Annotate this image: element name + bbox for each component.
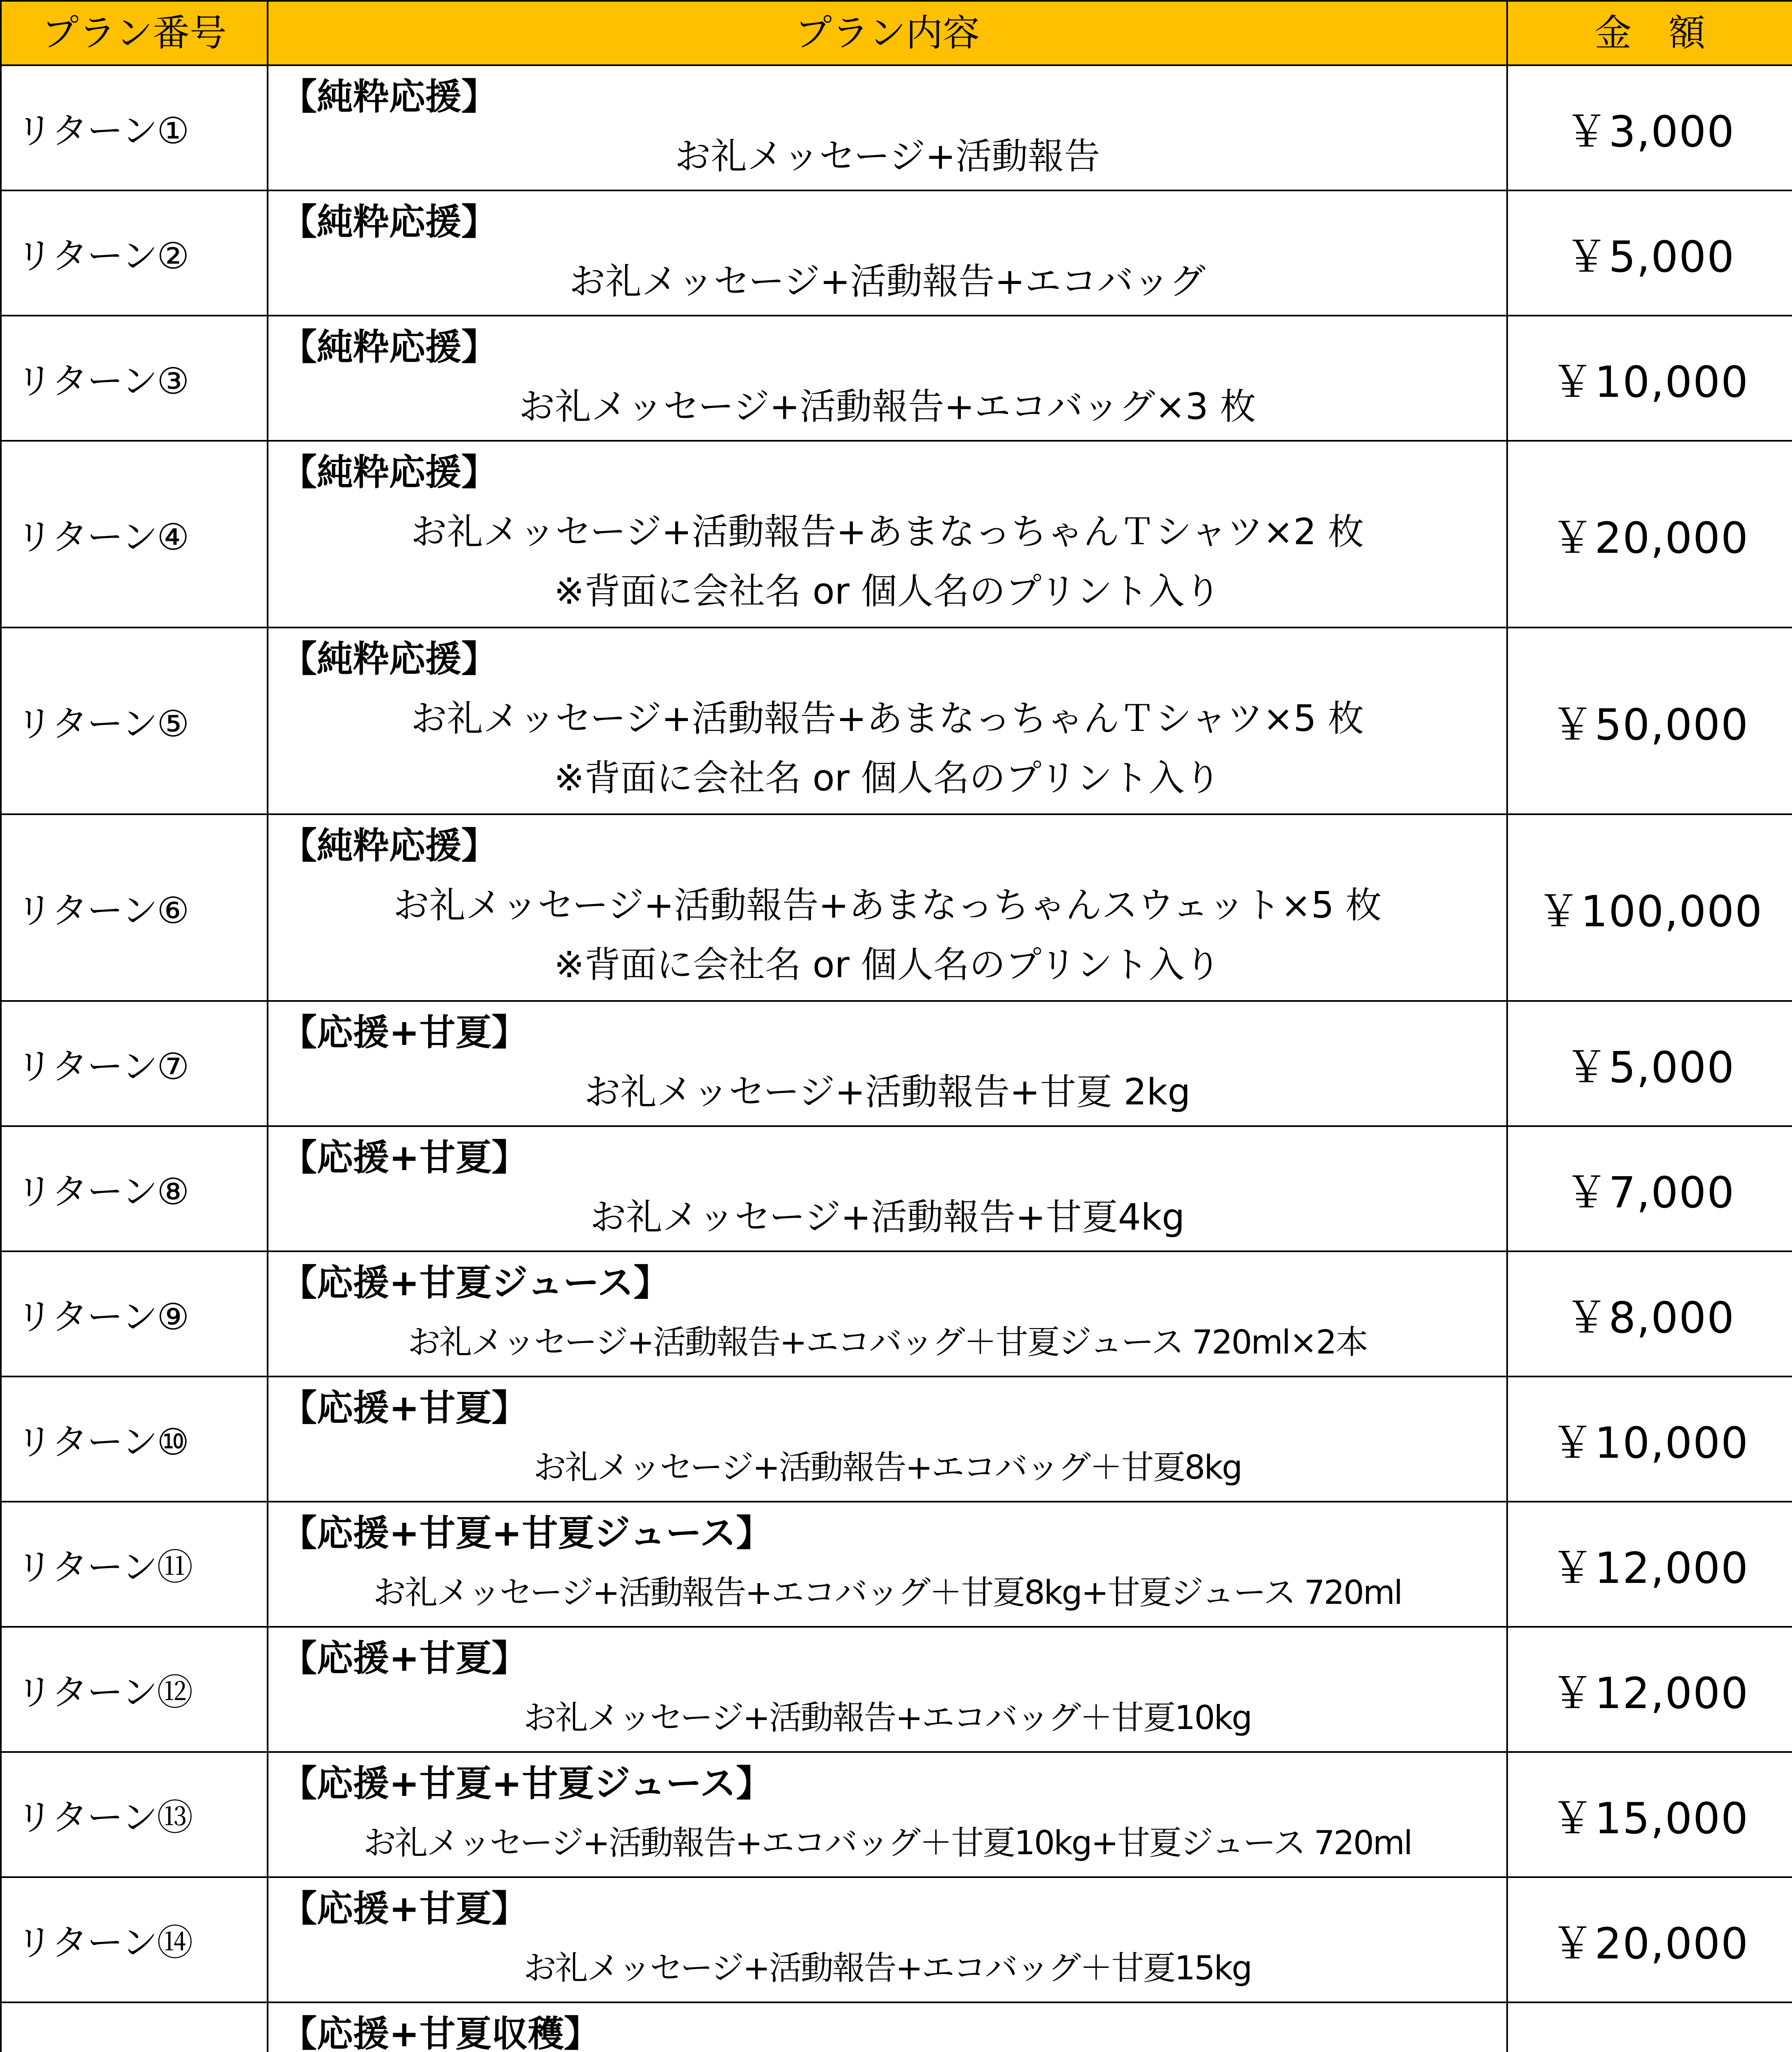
plan-detail-line: お礼メッセージ+活動報告+エコバッグ＋甘夏ジュース 720ml×2本 [408, 1323, 1367, 1361]
plan-price [1507, 2002, 1792, 2052]
plan-detail-line: お礼メッセージ+活動報告+エコバッグ＋甘夏8kg+甘夏ジュース 720ml [373, 1573, 1402, 1612]
plan-detail-line: お礼メッセージ+活動報告+あまなっちゃんＴシャツ×5 枚 [410, 697, 1364, 740]
plan-number: リターン④ [1, 441, 268, 628]
plan-detail-line: お礼メッセージ+活動報告+エコバッグ＋甘夏15kg [523, 1949, 1251, 1987]
plan-number [1, 2002, 268, 2052]
plan-content [268, 1502, 1507, 1627]
plan-detail-line: お礼メッセージ+活動報告+エコバッグ [569, 260, 1206, 302]
table-row [1, 628, 1792, 814]
plan-content [268, 2002, 1507, 2052]
table-row [1, 1251, 1792, 1376]
plan-detail-line: お礼メッセージ+活動報告+エコバッグ＋甘夏10kg [523, 1699, 1251, 1737]
plan-number: リターン③ [1, 316, 268, 441]
plan-content [268, 1376, 1507, 1502]
plan-category: 【純粋応援】 [281, 824, 498, 867]
table-row [1, 1502, 1792, 1627]
table-row [1, 1752, 1792, 1877]
plan-category: 【応援+甘夏+甘夏ジュース】 [281, 1512, 772, 1554]
table-row [1, 65, 1792, 190]
plan-note-line: ※背面に会社名 or 個人名のプリント入り [554, 944, 1221, 986]
plan-category: 【応援+甘夏】 [281, 1011, 528, 1053]
plan-content [268, 190, 1507, 316]
header-row [1, 1, 1792, 65]
plan-content [268, 316, 1507, 441]
table-row [1, 190, 1792, 316]
plan-price: ￥15,000 [1507, 1752, 1792, 1877]
plan-number: リターン⑪ [1, 1502, 268, 1627]
plan-detail-line: お礼メッセージ+活動報告 [674, 135, 1100, 177]
plan-detail-line: お礼メッセージ+活動報告+甘夏4kg [590, 1196, 1185, 1238]
table-row [1, 814, 1792, 1001]
plan-price: ￥8,000 [1507, 1251, 1792, 1376]
plan-detail-line: お礼メッセージ+活動報告+エコバッグ＋甘夏8kg [533, 1448, 1242, 1486]
table-row [1, 2002, 1792, 2052]
plan-category: 【応援+甘夏+甘夏ジュース】 [281, 1762, 772, 1805]
plan-category: 【純粋応援】 [281, 201, 498, 243]
plan-number: リターン⑨ [1, 1251, 268, 1376]
plan-number: リターン⑬ [1, 1752, 268, 1877]
plan-price: ￥50,000 [1507, 628, 1792, 814]
plan-number: リターン⑭ [1, 1877, 268, 2002]
plan-price: ￥10,000 [1507, 1376, 1792, 1502]
table-row [1, 1126, 1792, 1251]
plan-detail-line: お礼メッセージ+活動報告+あまなっちゃんＴシャツ×2 枚 [410, 511, 1364, 553]
header-plan-number: プラン番号 [1, 1, 268, 65]
plan-detail-line: お礼メッセージ+活動報告+エコバッグ＋甘夏10kg+甘夏ジュース 720ml [363, 1824, 1412, 1862]
plan-content [268, 628, 1507, 814]
plan-category: 【応援+甘夏】 [281, 1136, 528, 1179]
plan-number: リターン⑦ [1, 1001, 268, 1126]
plan-price: ￥12,000 [1507, 1502, 1792, 1627]
plan-category: 【応援+甘夏】 [281, 1637, 528, 1679]
plan-detail-line: お礼メッセージ+活動報告+エコバッグ×3 枚 [519, 385, 1256, 428]
plan-content [268, 1877, 1507, 2002]
plan-category: 【純粋応援】 [281, 451, 498, 493]
plan-content [268, 1001, 1507, 1126]
table-row [1, 1877, 1792, 2002]
table-row [1, 1627, 1792, 1752]
plan-price: ￥3,000 [1507, 65, 1792, 190]
plan-price: ￥7,000 [1507, 1126, 1792, 1251]
plan-price: ￥5,000 [1507, 190, 1792, 316]
table-row [1, 1376, 1792, 1502]
plan-content [268, 1251, 1507, 1376]
plan-price: ￥100,000 [1507, 814, 1792, 1001]
plan-number: リターン⑫ [1, 1627, 268, 1752]
plan-number: リターン⑩ [1, 1376, 268, 1502]
plan-content [268, 441, 1507, 628]
plan-category: 【応援+甘夏収穫】 [281, 2013, 600, 2052]
plan-price: ￥20,000 [1507, 441, 1792, 628]
plan-category: 【応援+甘夏】 [281, 1387, 528, 1429]
plan-number: リターン⑥ [1, 814, 268, 1001]
header-price: 金 額 [1507, 1, 1792, 65]
plan-content [268, 65, 1507, 190]
plan-number: リターン⑤ [1, 628, 268, 814]
plan-content [268, 1752, 1507, 1877]
plan-detail-line: お礼メッセージ+活動報告+あまなっちゃんスウェット×5 枚 [393, 884, 1382, 926]
plan-detail-line: お礼メッセージ+活動報告+甘夏 2kg [584, 1071, 1191, 1113]
plan-content [268, 1126, 1507, 1251]
plan-number: リターン② [1, 190, 268, 316]
header-plan-content: プラン内容 [268, 1, 1507, 65]
plan-category: 【純粋応援】 [281, 326, 498, 368]
table-row [1, 316, 1792, 441]
plan-category: 【純粋応援】 [281, 638, 498, 680]
plan-category: 【応援+甘夏】 [281, 1887, 528, 1930]
plan-price: ￥10,000 [1507, 316, 1792, 441]
plan-content [268, 1627, 1507, 1752]
plan-price: ￥12,000 [1507, 1627, 1792, 1752]
plan-price: ￥5,000 [1507, 1001, 1792, 1126]
plan-number: リターン① [1, 65, 268, 190]
plan-note-line: ※背面に会社名 or 個人名のプリント入り [554, 570, 1221, 612]
plan-note-line: ※背面に会社名 or 個人名のプリント入り [554, 757, 1221, 799]
table-row [1, 441, 1792, 628]
plan-content [268, 814, 1507, 1001]
table-row [1, 1001, 1792, 1126]
plan-price: ￥20,000 [1507, 1877, 1792, 2002]
plan-category: 【応援+甘夏ジュース】 [281, 1262, 670, 1304]
plan-number: リターン⑧ [1, 1126, 268, 1251]
plan-category: 【純粋応援】 [281, 76, 498, 118]
